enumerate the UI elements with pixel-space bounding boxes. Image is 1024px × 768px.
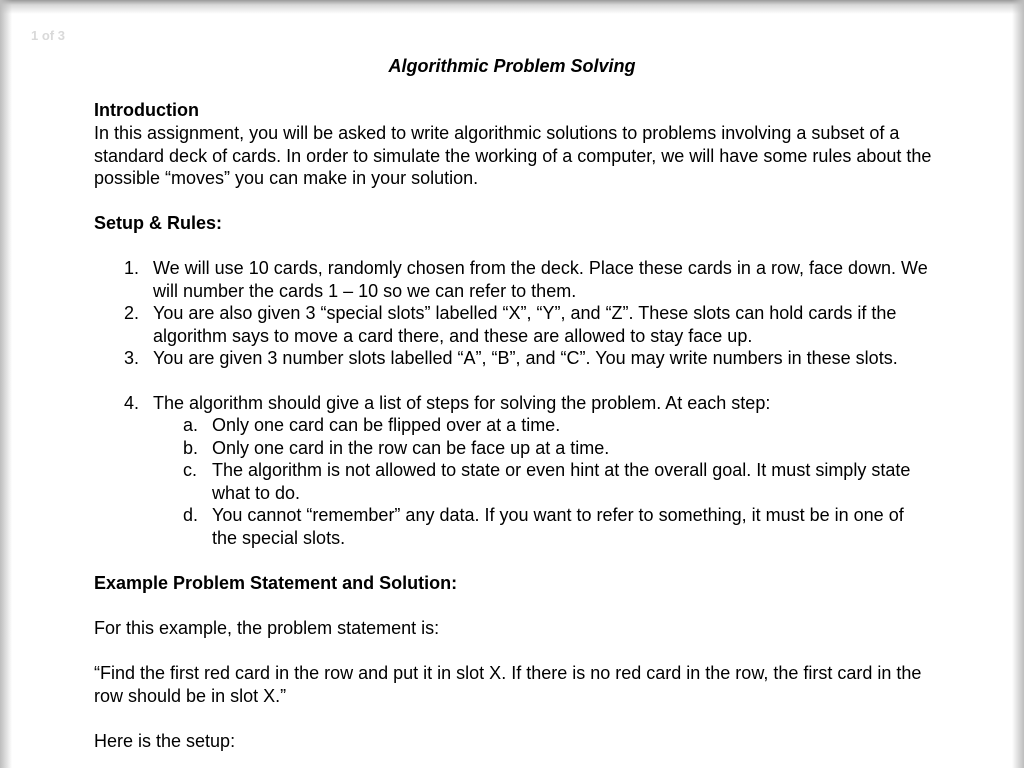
subitem-marker: d. bbox=[183, 505, 199, 525]
subitem-marker: b. bbox=[183, 438, 199, 458]
document-title: Algorithmic Problem Solving bbox=[388, 56, 636, 76]
rule-text: We will use 10 cards, randomly chosen from the deck. Place these cards in a row, face down. We will number the cards 1 – 10 so we can refer to them. bbox=[153, 258, 928, 301]
rule-text: You are also given 3 “special slots” labelled “X”, “Y”, and “Z”. These slots can hold cards if the algorithm says to move a card there, and these are allowed to stay face up. bbox=[153, 303, 897, 346]
rule-marker: 3. bbox=[124, 348, 140, 368]
intro-paragraph: In this assignment, you will be asked to write algorithmic solutions to problems involving a subset of a standard deck of cards. In order to simulate the working of a computer, we will have some rules about the possible “moves” you can make in your solution. bbox=[94, 123, 932, 188]
example-statement-intro: For this example, the problem statement is: bbox=[94, 618, 440, 638]
page-indicator: 1 of 3 bbox=[31, 28, 65, 43]
rule-text: The algorithm should give a list of steps for solving the problem. At each step: bbox=[153, 393, 771, 413]
subitem-text: Only one card can be flipped over at a time. bbox=[212, 415, 561, 435]
rule-marker: 4. bbox=[124, 393, 140, 413]
subitem-marker: c. bbox=[183, 460, 198, 480]
rule-marker: 2. bbox=[124, 303, 140, 323]
example-problem-statement: “Find the first red card in the row and put it in slot X. If there is no red card in the row, the first card in the row should be in slot X.” bbox=[94, 663, 922, 706]
subitem-text: You cannot “remember” any data. If you want to refer to something, it must be in one of the special slots. bbox=[212, 505, 904, 548]
intro-heading: Introduction bbox=[94, 100, 199, 120]
subitem-marker: a. bbox=[183, 415, 199, 435]
subitem-text: Only one card in the row can be face up at a time. bbox=[212, 438, 610, 458]
rule-marker: 1. bbox=[124, 258, 140, 278]
subitem-text: The algorithm is not allowed to state or even hint at the overall goal. It must simply state what to do. bbox=[212, 460, 911, 503]
rule-text: You are given 3 number slots labelled “A”, “B”, and “C”. You may write numbers in these slots. bbox=[153, 348, 898, 368]
example-heading: Example Problem Statement and Solution: bbox=[94, 573, 458, 593]
example-setup-intro: Here is the setup: bbox=[94, 731, 236, 751]
setup-heading: Setup & Rules: bbox=[94, 213, 223, 233]
